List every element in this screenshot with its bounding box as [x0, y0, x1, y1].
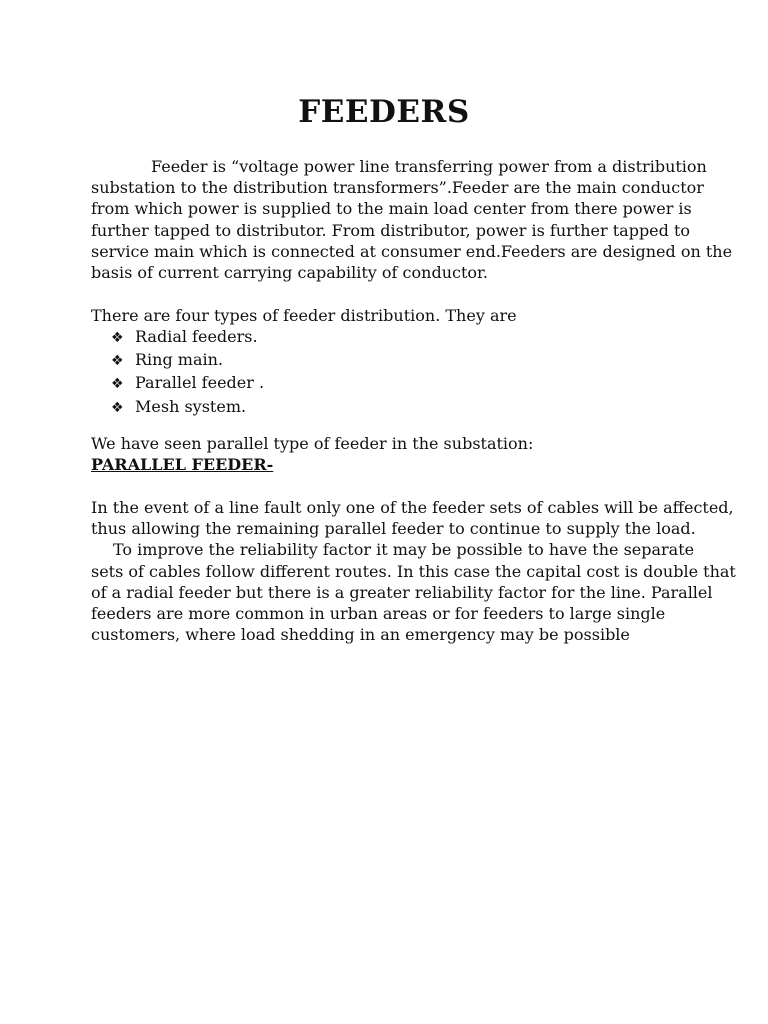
diamond-bullet-icon: ❖: [111, 353, 124, 370]
paragraph-line: service main which is connected at consumer end.Feeders are designed on the: [91, 241, 733, 261]
intro-paragraph: [91, 156, 732, 283]
diamond-bullet-icon: ❖: [111, 330, 124, 346]
paragraph-line: basis of current carrying capability of conductor.: [91, 263, 488, 283]
list-item: [111, 396, 264, 419]
feeder-types-list: [111, 326, 264, 419]
seen-text: We have seen parallel type of feeder in the substation:: [91, 434, 534, 453]
paragraph-line: from which power is supplied to the main load center from there power is: [91, 199, 692, 219]
list-item-label: Ring main.: [135, 350, 224, 370]
paragraph-line: sets of cables follow different routes. In this case the capital cost is double that: [91, 561, 736, 581]
paragraph-line: feeders are more common in urban areas or for feeders to large single: [91, 604, 666, 624]
paragraph-line: To improve the reliability factor it may be possible to have the separate: [113, 540, 695, 560]
list-item-label: Parallel feeder .: [135, 373, 265, 393]
paragraph-line: Feeder is “voltage power line transferring power from a distribution: [151, 157, 707, 176]
types-intro-text: There are four types of feeder distribution. They are: [91, 306, 517, 325]
list-item: [111, 349, 264, 372]
section-heading: PARALLEL FEEDER-: [91, 455, 274, 474]
paragraph-line: thus allowing the remaining parallel feeder to continue to supply the load.: [91, 519, 696, 539]
paragraph-line: further tapped to distributor. From distributor, power is further tapped to: [91, 220, 691, 240]
paragraph-line: substation to the distribution transformers”.Feeder are the main conductor: [91, 178, 704, 198]
page-title: FEEDERS: [298, 94, 470, 130]
list-item-label: Radial feeders.: [135, 327, 258, 346]
list-item: [111, 372, 264, 395]
diamond-bullet-icon: ❖: [111, 399, 124, 416]
parallel-feeder-paragraph: [91, 497, 736, 645]
paragraph-line: In the event of a line fault only one of the feeder sets of cables will be affected,: [91, 498, 734, 517]
paragraph-line: of a radial feeder but there is a greater reliability factor for the line. Parallel: [91, 582, 713, 602]
list-item-label: Mesh system.: [135, 396, 247, 416]
diamond-bullet-icon: ❖: [111, 376, 124, 393]
list-item: [111, 326, 264, 349]
paragraph-line: customers, where load shedding in an emergency may be possible: [91, 625, 630, 645]
